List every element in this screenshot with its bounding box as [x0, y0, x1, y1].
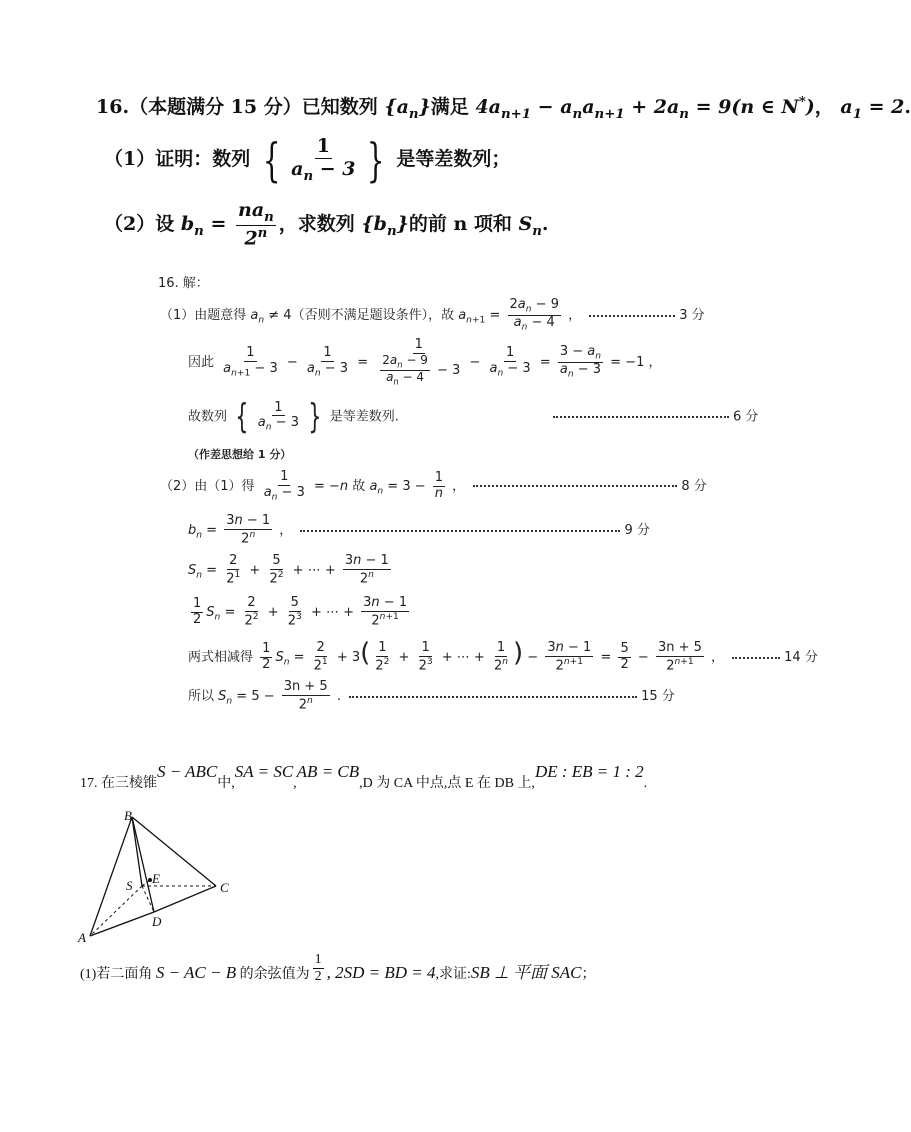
solution-line-8: 两式相减得 $\frac{1}{2}$ $S_n$ = $\frac{2}{2^1}$ + 3( $\frac{1}{2^2}$ + $\frac{1}{2^3}$ + ⋯ + $\frac{1}{2^n}$ ) − $\frac{3n - 1}{2^{n+1}}$ = $\frac{5}{2}$ − $\frac{3n + 5}{2^{n+1}}$ ， 14 分: [188, 638, 818, 674]
label-S: S: [126, 878, 133, 893]
sol-l3-pre: 故数列: [188, 409, 228, 425]
q16-part2-bn: $b_n$ =: [180, 213, 227, 239]
score-9: 9 分: [624, 523, 650, 539]
q16-part2-seq: $\{b_n\}$: [361, 213, 409, 239]
q17-tetra: S − ABC: [157, 762, 218, 781]
q16-part2-label: （2）设: [104, 213, 175, 236]
q17-part1-tail: ,求证:: [435, 967, 471, 982]
sol-l4-pre: （2）由（1）得: [160, 478, 255, 494]
label-A: A: [78, 930, 86, 945]
q16-part2-frac: $\frac{na_n}{2^n}$: [238, 199, 274, 250]
solution-line-3: 故数列 { $\frac{1}{a_n - 3}$ } 是等差数列. 6 分: [188, 397, 759, 437]
label-B: B: [124, 808, 132, 823]
edge-BD: [132, 817, 154, 912]
label-E: E: [152, 871, 160, 886]
sol-l8-pre: 两式相减得: [188, 650, 254, 665]
q16-stem-text: 已知数列: [301, 96, 378, 118]
q16-points: （本题满分 15 分）: [129, 96, 302, 118]
q17-part1-angle: S − AC − B: [155, 963, 237, 982]
q16-part1-frac-num: 1: [316, 135, 330, 157]
q16-part1-set: { $\frac{1}{a_n - 3}$ }: [262, 132, 384, 187]
score-15: 15 分: [641, 689, 675, 705]
edge-DC: [154, 886, 216, 912]
q17-part1: [80, 952, 596, 991]
edge-BC: [132, 817, 216, 886]
q16-part1-tail: 是等差数列；: [396, 147, 511, 170]
q17-part1-mid: 的余弦值为: [239, 967, 310, 982]
label-D: D: [152, 914, 162, 929]
edge-BA: [90, 817, 132, 936]
solution-line-7: $\frac{1}{2}$ $S_n$ = $\frac{2}{2^2}$ + $\frac{5}{2^3}$ + ⋯ + $\frac{3n - 1}{2^{n+1}}$: [193, 595, 408, 629]
q17-part1-pre: (1)若二面角: [80, 967, 153, 982]
edge-SD: [142, 886, 154, 912]
score-6: 6 分: [733, 409, 759, 425]
label-C: C: [220, 880, 229, 895]
q16-seq-a: $\{a_n\}$: [384, 96, 431, 122]
q17-text2: 中,: [217, 776, 235, 791]
q17-part1-goal: SB ⊥ 平面 SAC: [470, 963, 582, 982]
q17-text3: ,D 为 CA 中点,点 E 在 DB 上,: [359, 776, 535, 791]
q16-part2-sn: $S_n$: [518, 213, 542, 239]
q16-part1-label: （1）证明：数列: [104, 147, 251, 170]
q17-text1: 在三棱锥: [101, 776, 157, 791]
solution-line-4: （2）由（1）得 $\frac{1}{a_n - 3}$ = −n 故 $a_n = 3$ − $\frac{1}{n}$ ， 8 分: [160, 469, 707, 503]
q16-stem: 16.（本题满分 15 分）已知数列 $\{a_n\}$满足 $4a_{n+1} - a_na_{n+1} + 2a_n = 9(n$ ∈ N*)， $a_1 = 2$.: [96, 94, 911, 122]
solution-line-1: （1）由题意得 $a_n \ne 4$（否则不满足题设条件），故 $a_{n+1}$ = $\frac{2a_n - 9}{a_n - 4}$ ， 3 分: [160, 297, 705, 333]
sol-l2-pre: 因此: [188, 355, 215, 371]
q16-recurrence: $4a_{n+1} - a_na_{n+1} + 2a_n = 9(n$ ∈ N*): [475, 94, 815, 122]
q16-initial: $a_1 = 2$: [840, 96, 905, 122]
solution-line-6: $S_n$ = $\frac{2}{2^1}$ + $\frac{5}{2^2}$ + ⋯ + $\frac{3n - 1}{2^n}$: [188, 553, 389, 587]
q16-number: 16.: [96, 96, 130, 118]
solution-line-9: 所以 $S_n = 5$ − $\frac{3n + 5}{2^n}$ . 15 分: [188, 679, 675, 713]
solution-note: （作差思想给 1 分）: [188, 448, 292, 461]
score-3: 3 分: [679, 308, 705, 324]
sol-l8-result-b: 3n + 5: [657, 639, 702, 655]
q16-stem-text2: 满足: [430, 96, 469, 118]
q17-part1-end: ；: [581, 967, 596, 982]
q17-part1-cond: , 2SD = BD = 4: [326, 963, 436, 982]
tetrahedron-figure: [70, 808, 250, 948]
sol-l2-result: = −1 ，: [610, 355, 662, 371]
score-8: 8 分: [681, 478, 707, 494]
sol-l9-num: 3n + 5: [283, 679, 328, 694]
sol-l8-result-a: 5: [620, 641, 629, 657]
edge-AD: [90, 912, 154, 936]
q16-part2: （2）设 $b_n$ = $\frac{na_n}{2^n}$ ，求数列 $\{b_n\}$的前 n 项和 $S_n$.: [104, 199, 549, 250]
q17-cond2: AB = CB: [296, 762, 360, 781]
q17-half-num: 1: [313, 952, 324, 969]
q16-part2-text: ，求数列: [278, 213, 355, 236]
q17-number: 17.: [80, 776, 98, 791]
q17-half-den: 2: [314, 969, 322, 985]
q16-part2-tail: 的前 n 项和: [408, 213, 512, 236]
q17-stem: 17. 在三棱锥S − ABC中,SA = SC,AB = CB,D 为 CA 中点,点 E 在 DB 上,DE : EB = 1 : 2.: [80, 762, 648, 791]
sol-l3-tail: 是等差数列.: [329, 409, 399, 425]
score-14: 14 分: [784, 650, 818, 665]
solution-title: 16. 解：: [158, 276, 209, 291]
solution-line-2: 因此 $\frac{1}{a_{n+1} - 3}$ − $\frac{1}{a_n - 3}$ = 1 $\frac{2a_n - 9}{a_n - 4}$ − 3 − $\frac{1}{a_n - 3}$ = $\frac{3 - a_n}{a_n - 3}$ = −1 ，: [188, 337, 662, 387]
solution-line-5: $b_n$ = $\frac{3n - 1}{2^n}$ ， 9 分: [188, 513, 650, 547]
edge-SA: [90, 886, 142, 936]
q17-cond1: SA = SC: [234, 762, 294, 781]
q17-ratio: DE : EB = 1 : 2: [534, 762, 644, 781]
q16-part1: [104, 132, 511, 187]
